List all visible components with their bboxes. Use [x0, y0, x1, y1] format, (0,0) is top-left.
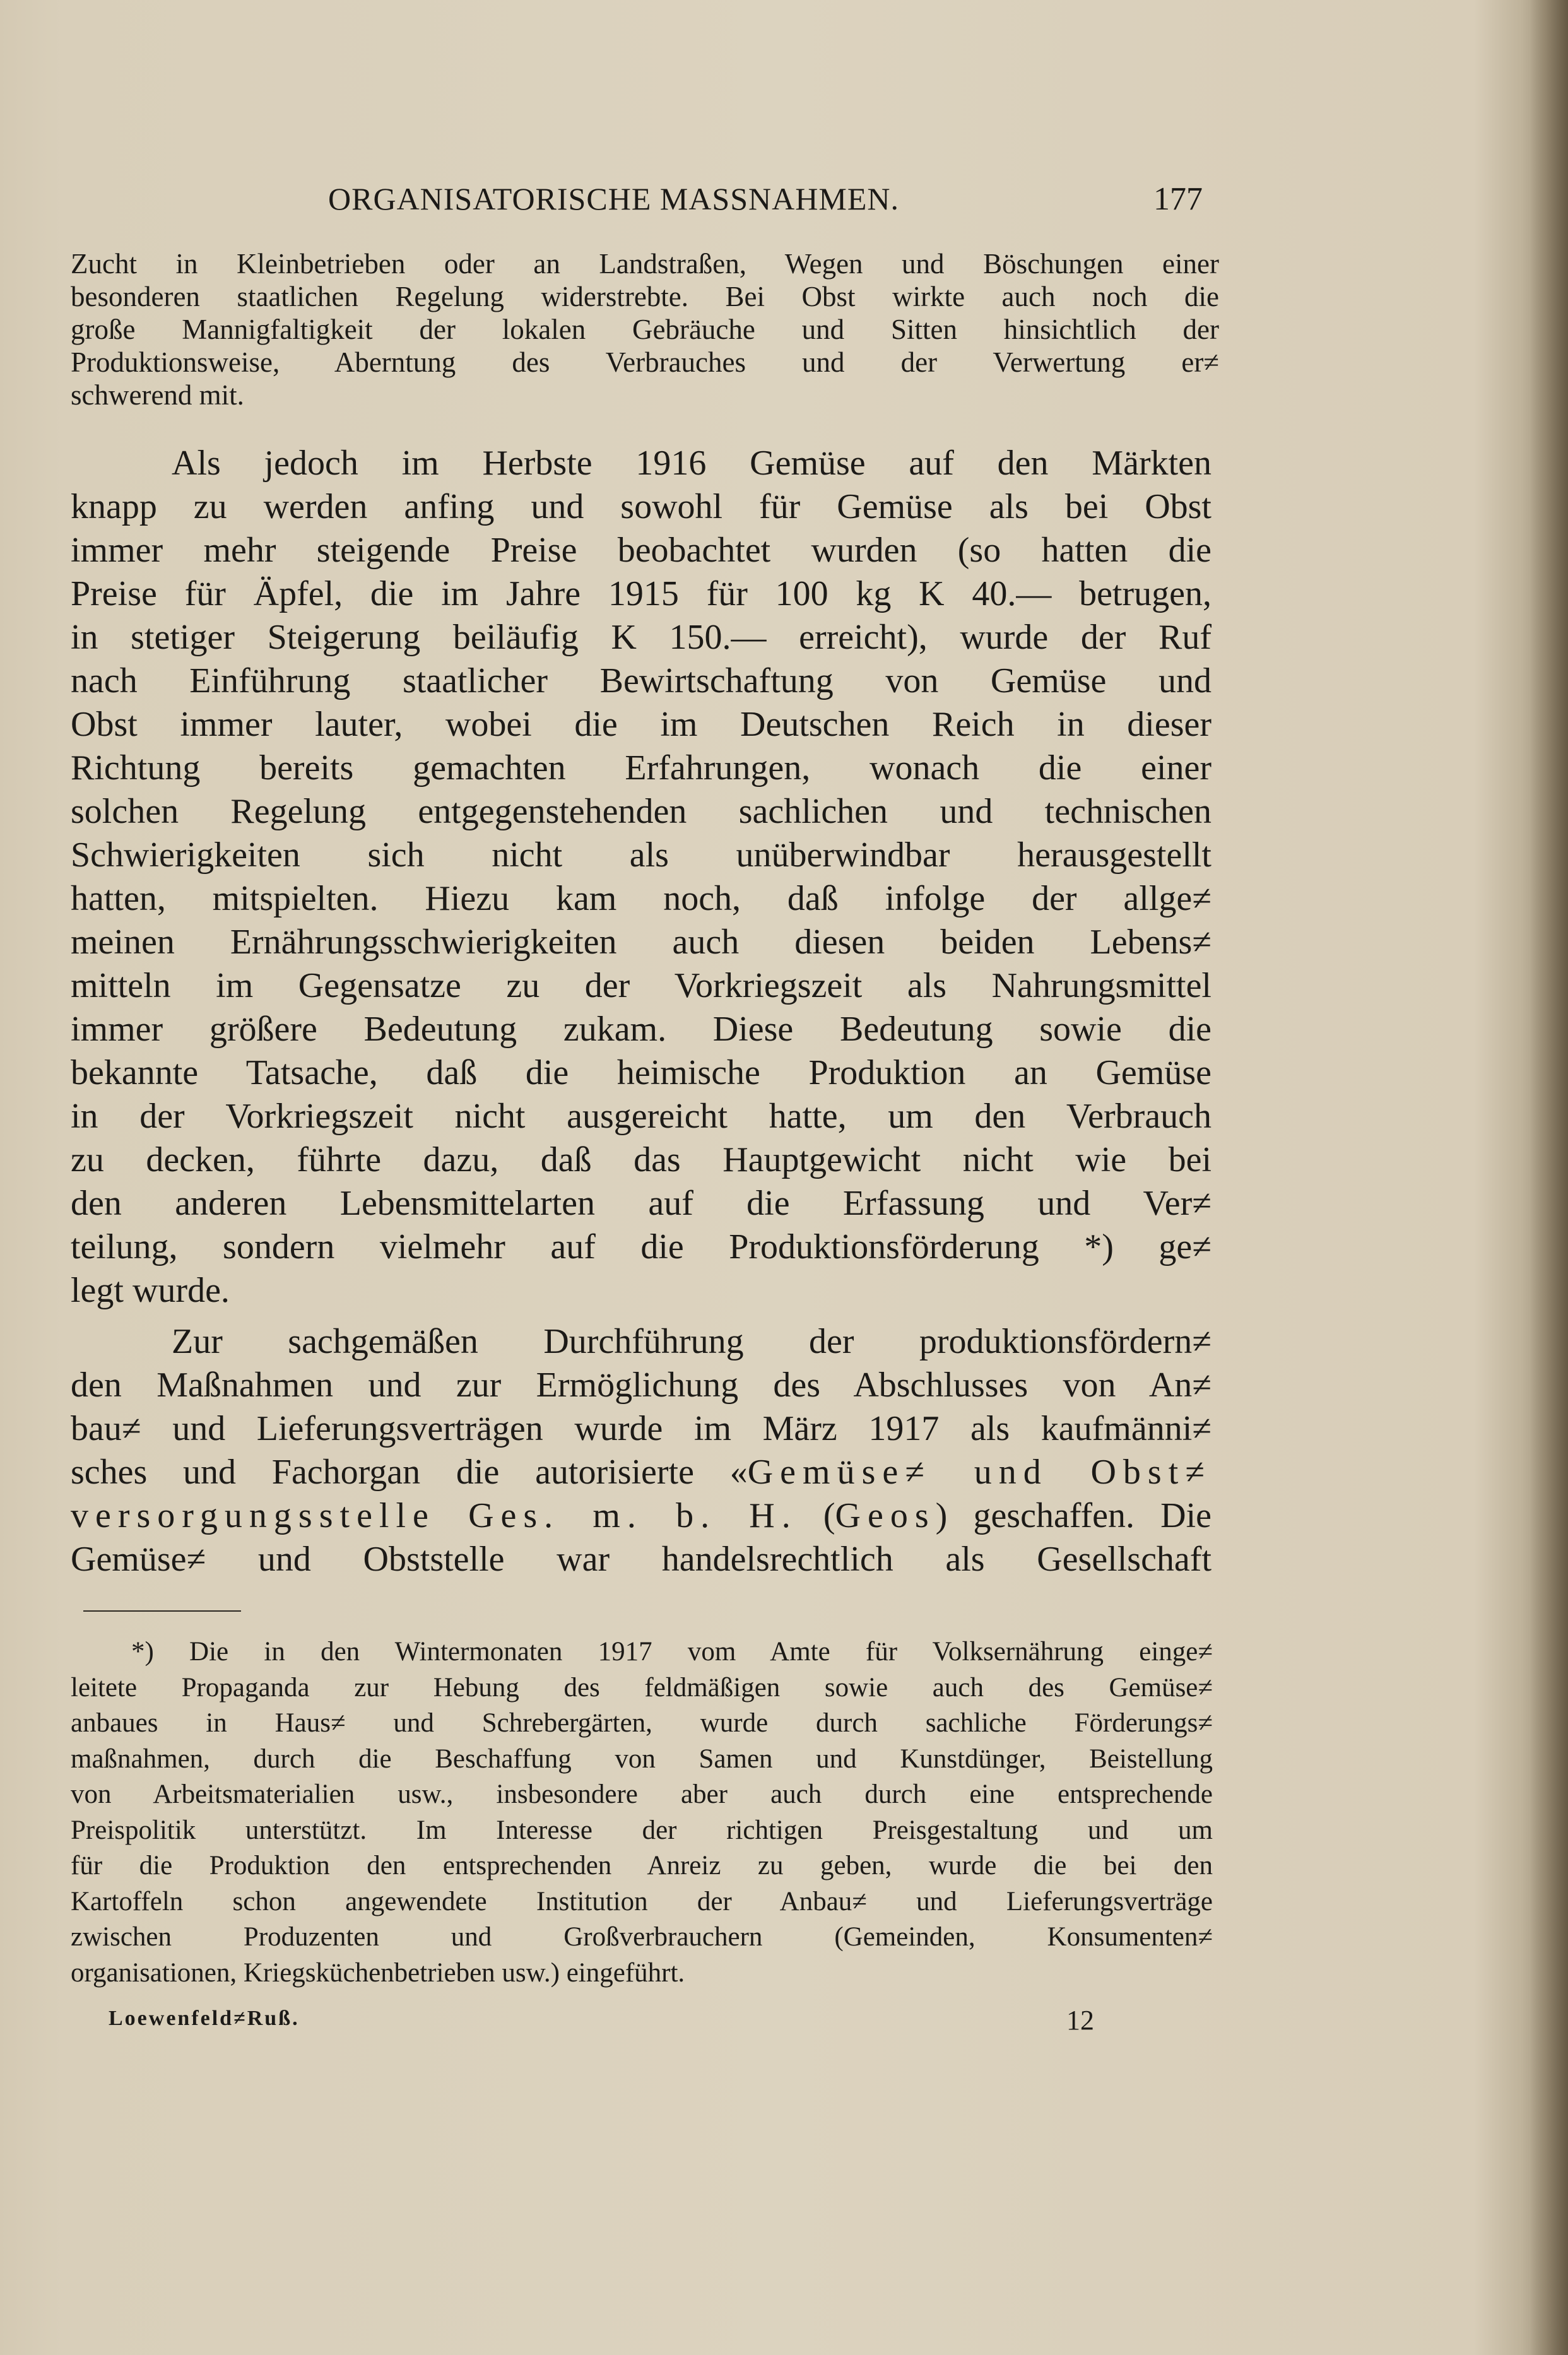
page-number: 177 — [1153, 181, 1203, 217]
text-line: Schwierigkeiten sich nicht als unüberwindbar herausgestellt — [71, 835, 1211, 875]
text-line: Produktionsweise, Aberntung des Verbrauches und der Verwertung er≠ — [71, 346, 1219, 378]
text-line: Zucht in Kleinbetrieben oder an Landstraßen, Wegen und Böschungen einer — [71, 248, 1219, 280]
text-line: nach Einführung staatlicher Bewirtschaftung von Gemüse und — [71, 661, 1211, 700]
footnote-line: organisationen, Kriegsküchenbetrieben usw.) eingeführt. — [71, 1957, 685, 1988]
sheet-number: 12 — [1066, 2005, 1094, 2036]
text-line: Richtung bereits gemachten Erfahrungen, wonach die einer — [71, 748, 1211, 788]
text-line: den anderen Lebensmittelarten auf die Erfassung und Ver≠ — [71, 1184, 1211, 1223]
text-span: ( — [797, 1496, 835, 1535]
footnote-line: leitete Propaganda zur Hebung des feldmäßigen sowie auch des Gemüse≠ — [71, 1672, 1213, 1703]
running-header: ORGANISATORISCHE MASSNAHMEN. — [328, 181, 899, 216]
text-line: in stetiger Steigerung beiläufig K 150.— erreicht), wurde der Ruf — [71, 618, 1211, 657]
text-line: schwerend mit. — [71, 379, 244, 411]
text-line: bekannte Tatsache, daß die heimische Produktion an Gemüse — [71, 1053, 1211, 1092]
footnote-line: Kartoffeln schon angewendete Institution der Anbau≠ und Lieferungsverträge — [71, 1886, 1213, 1916]
text-line: in der Vorkriegszeit nicht ausgereicht hatte, um den Verbrauch — [71, 1097, 1211, 1136]
spaced-organization-name: versorgungsstelle Ges. m. b. H. — [71, 1496, 798, 1535]
footnote-line: *) Die in den Wintermonaten 1917 vom Amte für Volksernährung einge≠ — [131, 1637, 1213, 1667]
text-line — [71, 1494, 1211, 1538]
printer-signature: Loewenfeld≠Ruß. — [109, 2007, 300, 2030]
text-line: mitteln im Gegensatze zu der Vorkriegszeit als Nahrungsmittel — [71, 966, 1211, 1005]
footnote-line: für die Produktion den entsprechenden Anreiz zu geben, wurde die bei den — [71, 1851, 1213, 1880]
text-line: hatten, mitspielten. Hiezu kam noch, daß infolge der allge≠ — [71, 879, 1211, 918]
footnote-line: zwischen Produzenten und Großverbrauchern (Gemeinden, Konsumenten≠ — [71, 1922, 1213, 1952]
text-line: legt wurde. — [71, 1271, 230, 1310]
text-line: besonderen staatlichen Regelung widerstrebte. Bei Obst wirkte auch noch die — [71, 281, 1219, 312]
text-line: Gemüse≠ und Obststelle war handelsrechtlich als Gesellschaft — [71, 1540, 1211, 1579]
text-line: den Maßnahmen und zur Ermöglichung des Abschlusses von An≠ — [71, 1366, 1211, 1405]
main-text — [71, 442, 1211, 1581]
footnote-line: Preispolitik unterstützt. Im Interesse der richtigen Preisgestaltung und um — [71, 1815, 1213, 1845]
text-line: immer mehr steigende Preise beobachtet wurden (so hatten die — [71, 531, 1211, 570]
footnote-line: von Arbeitsmaterialien usw., insbesondere aber auch durch eine entsprechende — [71, 1780, 1213, 1809]
text-line: bau≠ und Lieferungsverträgen wurde im März 1917 als kaufmänni≠ — [71, 1409, 1211, 1448]
text-line: knapp zu werden anfing und sowohl für Gemüse als bei Obst — [71, 487, 1211, 526]
footnote-separator — [83, 1610, 241, 1612]
text-line: teilung, sondern vielmehr auf die Produktionsförderung *) ge≠ — [71, 1227, 1211, 1266]
text-span: sches und Fachorgan die autorisierte « — [71, 1453, 748, 1492]
text-line — [71, 1451, 1211, 1494]
book-gutter-shadow — [1530, 0, 1568, 2355]
text-line: Als jedoch im Herbste 1916 Gemüse auf den Märkten — [172, 444, 1211, 483]
text-span: ) geschaffen. Die — [935, 1496, 1211, 1535]
paragraph-gap — [71, 1313, 1211, 1320]
text-line: große Mannigfaltigkeit der lokalen Gebräuche und Sitten hinsichtlich der — [71, 314, 1219, 345]
text-line: meinen Ernährungsschwierigkeiten auch diesen beiden Lebens≠ — [71, 923, 1211, 962]
text-line: solchen Regelung entgegenstehenden sachlichen und technischen — [71, 792, 1211, 831]
text-line: zu decken, führte dazu, daß das Hauptgewicht nicht wie bei — [71, 1140, 1211, 1179]
footnote — [71, 1634, 1213, 1991]
text-line: Zur sachgemäßen Durchführung der produktionsfördern≠ — [172, 1322, 1211, 1361]
spaced-abbreviation: Geos — [835, 1496, 936, 1535]
spaced-organization-name: Gemüse≠ und Obst≠ — [747, 1453, 1212, 1492]
text-line: immer größere Bedeutung zukam. Diese Bedeutung sowie die — [71, 1010, 1211, 1049]
text-line: Obst immer lauter, wobei die im Deutschen Reich in dieser — [71, 705, 1211, 744]
footnote-line: maßnahmen, durch die Beschaffung von Samen und Kunstdünger, Beistellung — [71, 1744, 1213, 1774]
continued-paragraph — [71, 247, 1219, 411]
footnote-line: anbaues in Haus≠ und Schrebergärten, wurde durch sachliche Förderungs≠ — [71, 1708, 1213, 1738]
text-line: Preise für Äpfel, die im Jahre 1915 für 100 kg K 40.— betrugen, — [71, 574, 1211, 613]
